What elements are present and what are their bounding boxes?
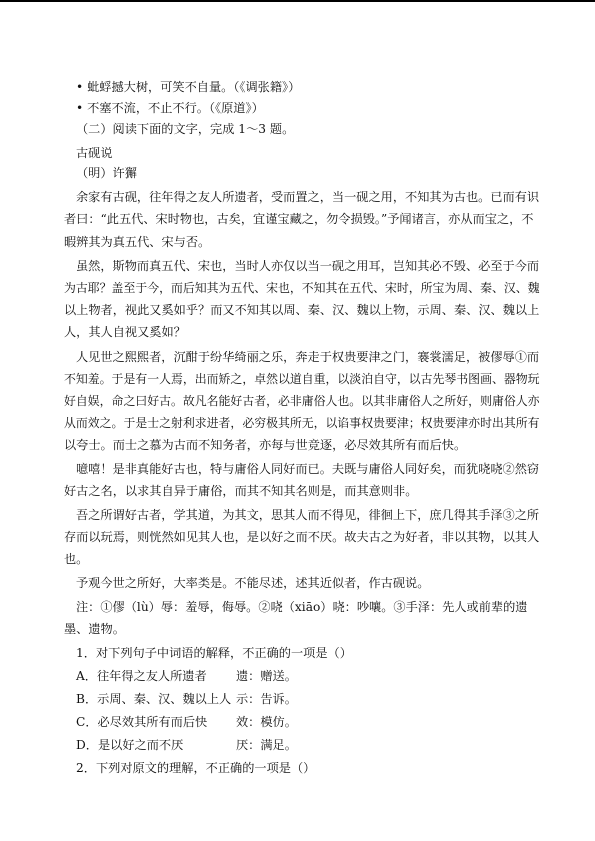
option-b-text: B．示周、秦、汉、魏以上人 [76, 692, 232, 706]
essay-line: 噫嘻！是非真能好古也，特与庸俗人同好而已。夫既与庸俗人同好矣，而犹哓哓②然窃 [76, 462, 540, 476]
essay-line: 虽然，斯物而真五代、宋也，当时人亦仅以当一砚之用耳，岂知其必不毁、必至于今而 [76, 259, 540, 273]
option-d-text: D．是以好之而不厌 [76, 738, 184, 752]
essay-line: 予观今世之所好，大率类是。不能尽述，述其近似者，作古砚说。 [76, 576, 430, 590]
essay-title: 古砚说 [76, 146, 113, 160]
essay-line: 为古耶？盖至于今，而后知其为五代、宋也，不知其在五代、宋时，所宝为周、秦、汉、魏 [64, 281, 540, 295]
essay-line: 余家有古砚，往年得之友人所遗者，受而置之，当一砚之用，不知其为古也。已而有识 [76, 190, 540, 204]
option-d-gloss: 厌：满足。 [236, 738, 297, 752]
note-line: 注：①僇（lù）辱：羞辱，侮辱。②哓（xiāo）哓：吵嚷。③手泽：先人或前辈的遗 [76, 600, 528, 614]
option-a-text: A．往年得之友人所遗者 [76, 669, 207, 683]
essay-line: 人见世之熙熙者，沉酣于纷华绮丽之乐，奔走于权贵要津之门，褰裳濡足，被僇辱①而 [76, 350, 540, 364]
essay-line: 暇辨其为真五代、宋与否。 [64, 235, 211, 249]
essay-line: 以上物者，视此又奚如乎？而又不知其以周、秦、汉、魏以上物，示周、秦、汉、魏以上 [64, 303, 540, 317]
essay-line: 者曰：“此五代、宋时物也，古矣，宜谨宝藏之，勿令损毁。”予闻诸言，亦从而宝之，不 [64, 212, 534, 226]
question-stem: 2．下列对原文的理解，不正确的一项是（） [76, 761, 316, 775]
essay-line: 存而以玩焉，则恍然如见其人也，是以好之而不厌。故夫古之为好者，非以其物，以其人 [64, 530, 540, 544]
essay-line: 也。 [64, 552, 89, 566]
option-b-gloss: 示：告诉。 [236, 692, 297, 706]
essay-line: 人，其人自视又奚如？ [64, 325, 186, 339]
quote-line: • 不塞不流，不止不行。（《原道》） [76, 101, 264, 115]
essay-line: 好自娱，命之曰好古。故凡名能好古者，必非庸俗人也。以其非庸俗人之所好，则庸俗人亦 [64, 394, 540, 408]
essay-line: 从而效之。于是士之射利求进者，必穷极其所无，以谄事权贵要津；权贵要津亦时出其所有 [64, 416, 540, 430]
essay-line: 以夸士。而士之慕为古而不知务者，亦每与世竞逐，必尽效其所有而后快。 [64, 438, 467, 452]
option-c-text: C．必尽效其所有而后快 [76, 715, 208, 729]
question-stem: 1．对下列句子中词语的解释，不正确的一项是（） [76, 646, 352, 660]
option-a-gloss: 遗：赠送。 [236, 669, 297, 683]
essay-line: 不知羞。于是有一人焉，出而矫之，卓然以道自重，以淡泊自守，以古先琴书图画、器物玩 [64, 372, 540, 386]
option-c-gloss: 效：模仿。 [236, 715, 297, 729]
essay-line: 吾之所谓好古者，学其道，为其文，思其人而不得见，徘徊上下，庶几得其手泽③之所 [76, 508, 540, 522]
section-heading: （二）阅读下面的文字，完成 1～3 题。 [76, 122, 295, 136]
note-line: 墨、遗物。 [64, 622, 125, 636]
essay-line: 好古之名，以求其自异于庸俗，而其不知其名则是，而其意则非。 [64, 484, 418, 498]
essay-author: （明）许獬 [76, 166, 137, 180]
quote-line: • 蚍蜉撼大树，可笑不自量。（《调张籍》） [76, 80, 301, 94]
